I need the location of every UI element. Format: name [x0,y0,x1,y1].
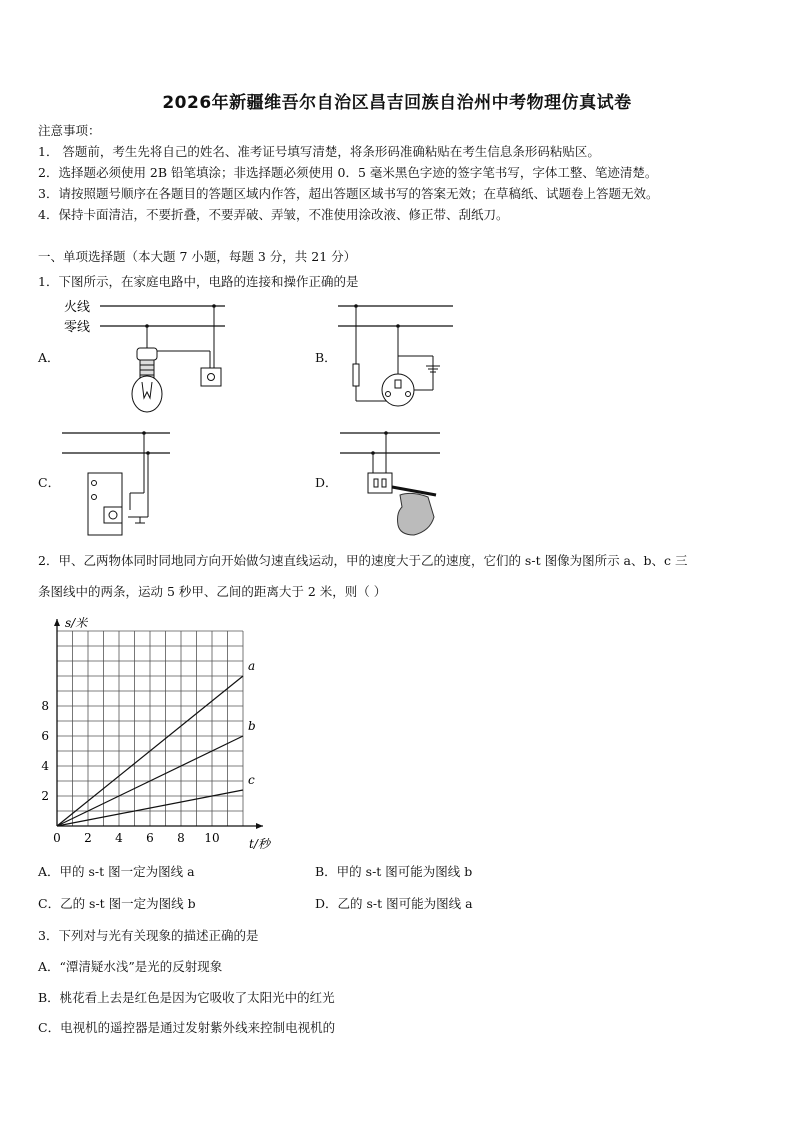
series-label-a: a [248,659,256,673]
section-heading: 一、单项选择题（本大题 7 小题，每题 3 分，共 21 分） [38,249,357,264]
x-tick-label: 0 [53,831,61,845]
q1-stem: 1．下图所示，在家庭电路中，电路的连接和操作正确的是 [38,274,359,289]
x-tick-label: 2 [84,831,92,845]
q2-stem-line-2: 条图线中的两条，运动 5 秒甲、乙间的距离大于 2 米，则（ ） [38,584,387,599]
y-tick-label: 8 [41,699,49,713]
q2-option-b: B．甲的 s-t 图可能为图线 b [315,864,473,879]
q3-option-c: C．电视机的遥控器是通过发射紫外线来控制电视机的 [38,1020,336,1035]
series-label-b: b [248,719,256,733]
y-axis-label: s/米 [65,616,88,630]
q1-label-d: D． [315,475,338,490]
series-label-c: c [248,773,255,787]
live-wire-label: 火线 [64,300,91,315]
y-tick-label: 4 [41,759,49,773]
q2-option-a: A．甲的 s-t 图一定为图线 a [38,864,195,879]
y-axis-arrow [54,619,60,626]
y-tick-label: 6 [41,729,49,743]
q1-label-a: A． [38,350,60,365]
q2-option-c: C．乙的 s-t 图一定为图线 b [38,896,196,911]
x-tick-label: 8 [177,831,185,845]
x-tick-label: 4 [115,831,123,845]
q3-option-a: A．“潭清疑水浅”是光的反射现象 [38,959,223,974]
neutral-wire-label: 零线 [64,320,91,335]
page-title: 2026年新疆维吾尔自治区昌吉回族自治州中考物理仿真试卷 [162,93,632,113]
notice-item-2: 2．选择题必须使用 2B 铅笔填涂；非选择题必须使用 0．5 毫米黑色字迹的签字笔书写，字体工整、笔迹清楚。 [38,165,658,180]
q1-label-c: C． [38,475,61,490]
notice-heading: 注意事项： [38,123,101,138]
notice-item-1: 1． 答题前，考生先将自己的姓名、准考证号填写清楚，将条形码准确粘贴在考生信息条形码粘贴区。 [38,144,600,159]
y-tick-label: 2 [41,789,49,803]
x-axis-label: t/秒 [249,837,270,851]
q3-stem: 3．下列对与光有关现象的描述正确的是 [38,928,259,943]
x-axis-arrow [256,823,263,829]
notice-item-3: 3．请按照题号顺序在各题目的答题区域内作答，超出答题区域书写的答案无效；在草稿纸、试题卷上答题无效。 [38,186,659,201]
notice-item-4: 4．保持卡面清洁，不要折叠，不要弄破、弄皱，不准使用涂改液、修正带、刮纸刀。 [38,207,509,222]
q1-label-b: B． [315,350,337,365]
x-tick-label: 10 [204,831,220,845]
x-tick-label: 6 [146,831,154,845]
q2-stem-line-1: 2．甲、乙两物体同时同地同方向开始做匀速直线运动，甲的速度大于乙的速度，它们的 s-t 图像为图所示 a、b、c 三 [38,553,688,568]
q2-option-d: D．乙的 s-t 图可能为图线 a [315,896,473,911]
q3-option-b: B．桃花看上去是红色是因为它吸收了太阳光中的红光 [38,990,335,1005]
